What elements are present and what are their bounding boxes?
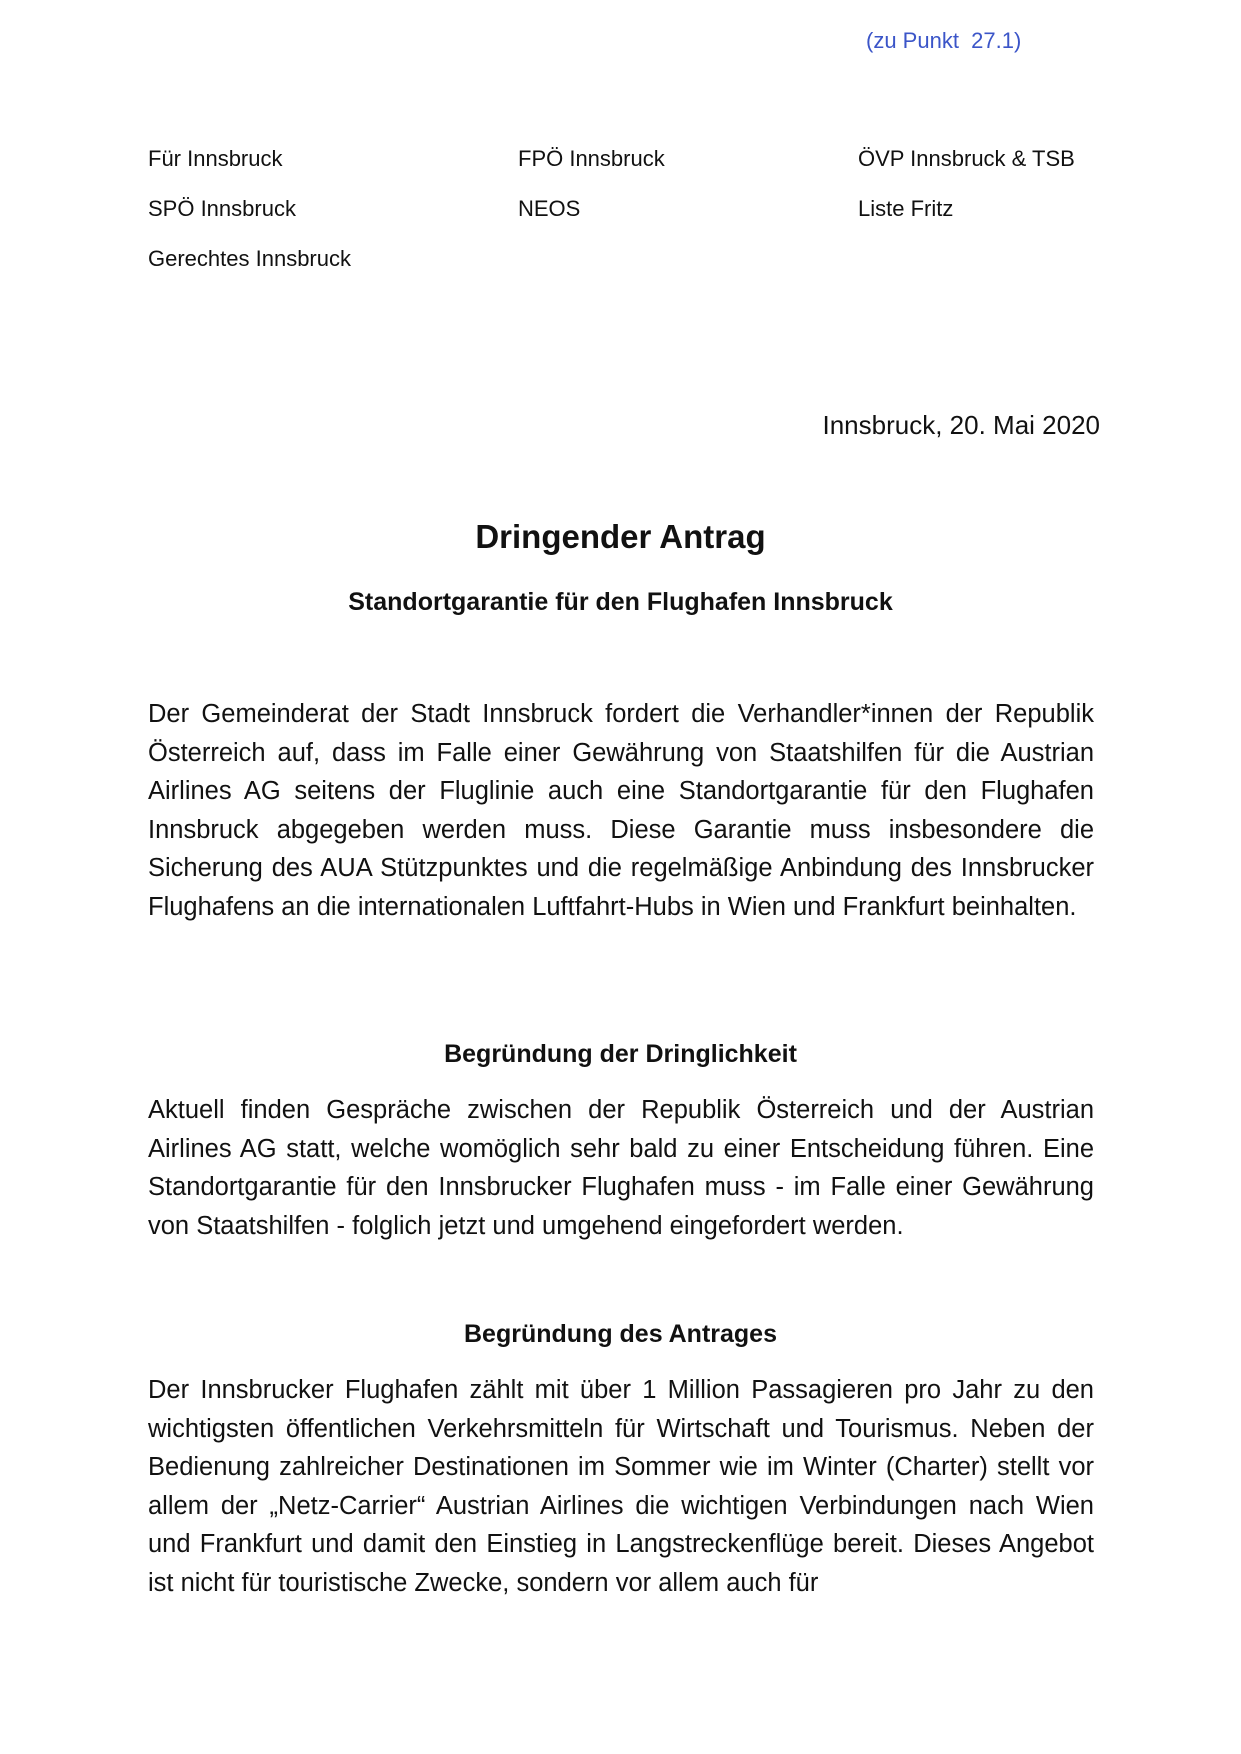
motion-paragraph: Der Gemeinderat der Stadt Innsbruck fordert die Verhandler*innen der Republik Österreich auf, dass im Falle einer Gewährung von Staatshilfen für die Austrian Airlines AG seitens der Fluglinie auch eine Standortgarantie für den Flughafen Innsbruck abgegeben werden muss. Diese Garantie muss insbesondere die Sicherung des AUA Stützpunktes und die regelmäßige Anbindung des Innsbrucker Flughafens an die internationalen Luftfahrt-Hubs in Wien und Frankfurt beinhalten.: [148, 700, 1094, 921]
urgency-heading: Begründung der Dringlichkeit: [444, 1040, 797, 1068]
party-name: Für Innsbruck: [148, 146, 283, 171]
party-name: ÖVP Innsbruck & TSB: [858, 146, 1075, 171]
reasons-paragraph: Der Innsbrucker Flughafen zählt mit über 1 Million Passagieren pro Jahr zu den wichtigsten öffentlichen Verkehrsmitteln für Wirtschaft und Tourismus. Neben der Bedienung zahlreicher Destinationen im Sommer wie im Winter (Charter) stellt vor allem der „Netz-Carrier“ Austrian Airlines die wichtigen Verbindungen nach Wien und Frankfurt und damit den Einstieg in Langstreckenflüge bereit. Dieses Angebot ist nicht für touristische Zwecke, sondern vor allem auch für: [148, 1376, 1094, 1597]
agenda-reference: (zu Punkt 27.1): [866, 28, 1022, 53]
document-date: Innsbruck, 20. Mai 2020: [822, 410, 1100, 440]
party-name: SPÖ Innsbruck: [148, 196, 296, 221]
party-name: Gerechtes Innsbruck: [148, 246, 351, 271]
document-title: Dringender Antrag: [475, 518, 766, 555]
party-name: FPÖ Innsbruck: [518, 146, 665, 171]
reasons-heading: Begründung des Antrages: [464, 1320, 777, 1348]
party-name: NEOS: [518, 196, 581, 221]
urgency-paragraph: Aktuell finden Gespräche zwischen der Republik Österreich und der Austrian Airlines AG statt, welche womöglich sehr bald zu einer Entscheidung führen. Eine Standortgarantie für den Innsbrucker Flughafen muss - im Falle einer Gewährung von Staatshilfen - folglich jetzt und umgehend eingefordert werden.: [148, 1096, 1094, 1240]
party-name: Liste Fritz: [858, 196, 954, 221]
document-subtitle: Standortgarantie für den Flughafen Innsbruck: [348, 588, 893, 616]
